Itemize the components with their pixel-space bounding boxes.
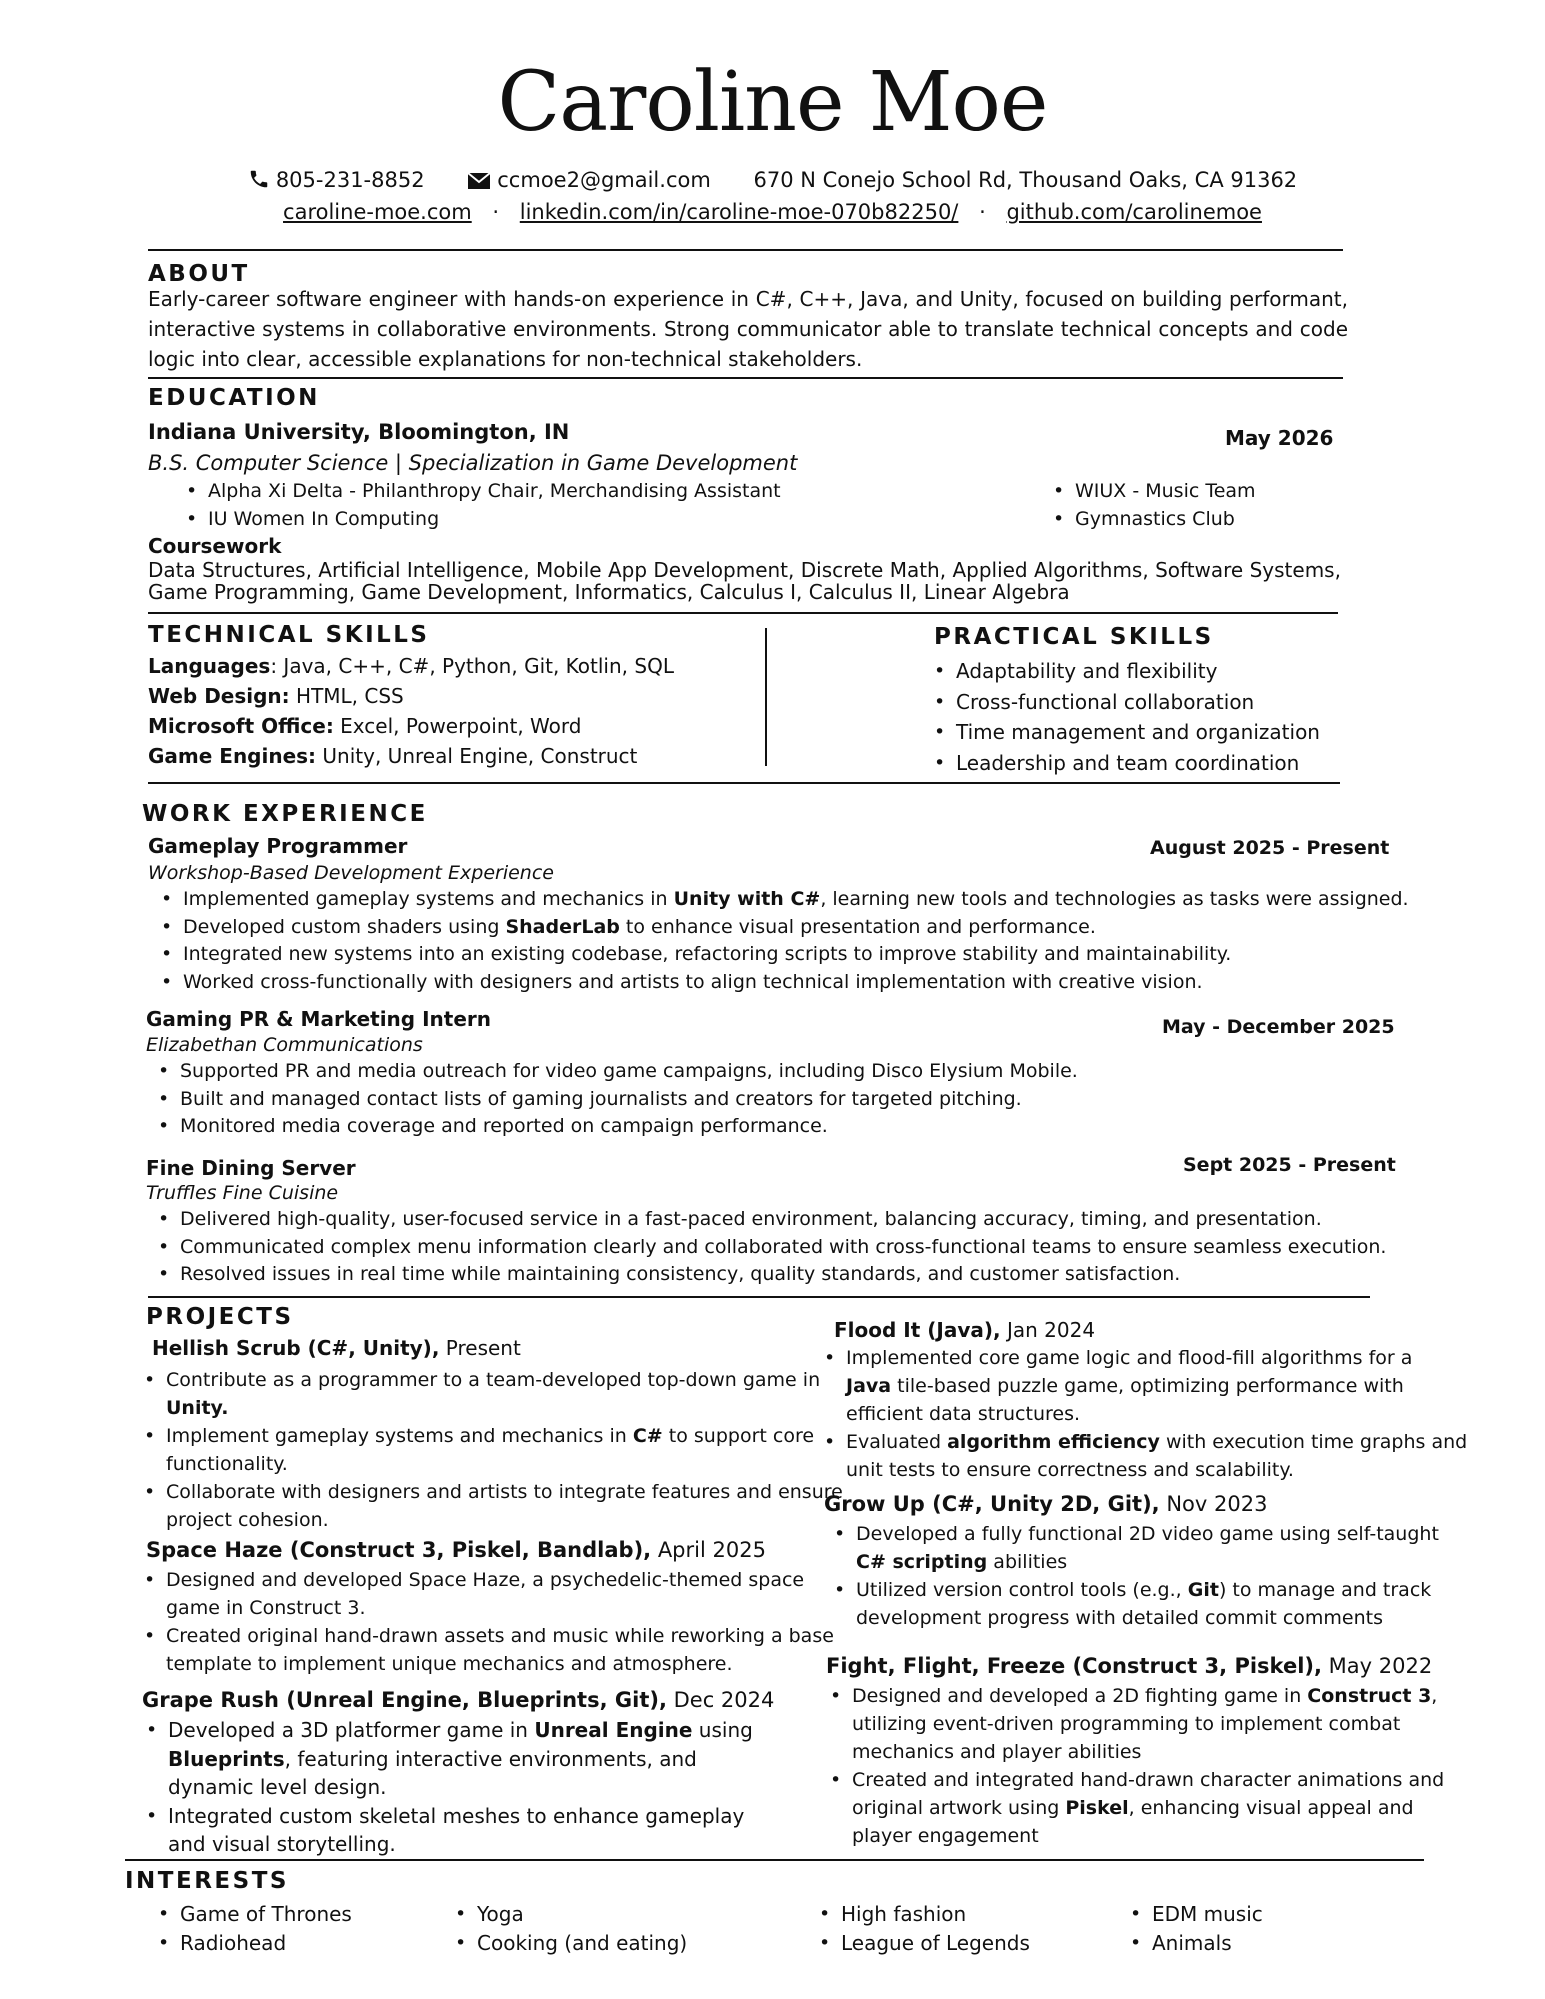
divider bbox=[148, 249, 1343, 251]
project-title: Flood It (Java), Jan 2024 bbox=[834, 1318, 1096, 1342]
education-date: May 2026 bbox=[1225, 426, 1334, 450]
list-item: • Adaptability and flexibility bbox=[928, 656, 1348, 687]
list-item: • Developed a 3D platformer game in Unreal Engine using Blueprints, featuring interactive environments, and dynamic level design. bbox=[140, 1716, 820, 1802]
project-bullets bbox=[140, 1716, 820, 1859]
degree: B.S. Computer Science | Specialization in Game Development bbox=[148, 451, 798, 475]
list-item: • Communicated complex menu information clearly and collaborated with cross-functional teams to ensure seamless execution. bbox=[152, 1234, 1392, 1262]
job-org: Workshop-Based Development Experience bbox=[148, 862, 554, 884]
about-title: ABOUT bbox=[148, 261, 250, 287]
list-item: • League of Legends bbox=[813, 1929, 1113, 1958]
divider bbox=[148, 1296, 1370, 1298]
job-date: May - December 2025 bbox=[1162, 1016, 1395, 1038]
skill-value: Unity, Unreal Engine, Construct bbox=[316, 744, 638, 768]
project-bullets bbox=[138, 1566, 834, 1678]
coursework-line: Data Structures, Artificial Intelligence, Mobile App Development, Discrete Math, Applied Algorithms, Software Systems, bbox=[148, 558, 1341, 582]
list-item: • Created original hand-drawn assets and music while reworking a base template to implement unique mechanics and atmosphere. bbox=[138, 1622, 818, 1678]
column-divider bbox=[765, 628, 767, 766]
list-item: • Designed and developed a 2D fighting game in Construct 3, utilizing event-driven programming to implement combat mechanics and player abilities bbox=[824, 1682, 1444, 1766]
job-date: Sept 2025 - Present bbox=[1183, 1154, 1396, 1176]
interests-title: INTERESTS bbox=[125, 1868, 289, 1894]
technical-skills-title: TECHNICAL SKILLS bbox=[148, 622, 430, 648]
list-item: • Monitored media coverage and reported on campaign performance. bbox=[152, 1113, 1382, 1141]
list-item: • Designed and developed Space Haze, a psychedelic-themed space game in Construct 3. bbox=[138, 1566, 818, 1622]
divider bbox=[148, 782, 1340, 784]
list-item: • Created and integrated hand-drawn character animations and original artwork using Piskel, enhancing visual appeal and player engagement bbox=[824, 1766, 1444, 1850]
interests-col bbox=[449, 1900, 749, 1958]
activities-right bbox=[1047, 478, 1327, 533]
technical-skills-list bbox=[148, 651, 748, 771]
list-item: • Implement gameplay systems and mechanics in C# to support core functionality. bbox=[138, 1422, 818, 1478]
list-item: • Resolved issues in real time while maintaining consistency, quality standards, and customer satisfaction. bbox=[152, 1261, 1392, 1289]
skill-label: Game Engines: bbox=[148, 744, 317, 768]
links-line bbox=[0, 200, 1545, 224]
list-item: • Developed a fully functional 2D video game using self-taught C# scripting abilities bbox=[828, 1520, 1448, 1576]
email-item[interactable] bbox=[467, 168, 717, 192]
skill-row: Languages: Java, C++, C#, Python, Git, Kotlin, SQL bbox=[148, 654, 674, 678]
job-role: Gaming PR & Marketing Intern bbox=[146, 1007, 491, 1031]
skill-label: Languages bbox=[148, 654, 271, 678]
practical-skills-title: PRACTICAL SKILLS bbox=[934, 624, 1214, 650]
phone-item bbox=[248, 168, 431, 192]
project-bullets bbox=[818, 1344, 1468, 1484]
project-title: Space Haze (Construct 3, Piskel, Bandlab), April 2025 bbox=[146, 1538, 766, 1562]
list-item: • Gymnastics Club bbox=[1047, 506, 1327, 534]
project-bullets bbox=[828, 1520, 1448, 1632]
divider bbox=[125, 1859, 1424, 1861]
contact-line bbox=[0, 168, 1545, 192]
list-item: • Collaborate with designers and artists to integrate features and ensure project cohesion. bbox=[138, 1478, 818, 1534]
interests-col bbox=[152, 1900, 432, 1958]
school-name: Indiana University, Bloomington, IN bbox=[148, 420, 570, 444]
practical-skills-list bbox=[928, 656, 1348, 778]
separator: · bbox=[492, 200, 500, 224]
coursework-line: Game Programming, Game Development, Informatics, Calculus I, Calculus II, Linear Algebra bbox=[148, 580, 1070, 604]
about-text: Early-career software engineer with hands-on experience in C#, C++, Java, and Unity, focused on building performant, interactive systems in collaborative environments. Strong communicator able to translate technical concepts and code logic into clear, accessible explanations for non-technical stakeholders. bbox=[148, 287, 1348, 371]
job-bullets bbox=[152, 1206, 1392, 1289]
skill-label: Web Design: bbox=[148, 684, 290, 708]
phone-number: 805-231-8852 bbox=[275, 168, 425, 192]
list-item: • Integrated custom skeletal meshes to enhance gameplay and visual storytelling. bbox=[140, 1802, 820, 1859]
list-item: • EDM music bbox=[1124, 1900, 1384, 1929]
list-item: • Implemented gameplay systems and mechanics in Unity with C#, learning new tools and technologies as tasks were assigned. bbox=[155, 886, 1385, 914]
list-item: • IU Women In Computing bbox=[180, 506, 860, 534]
list-item: • Time management and organization bbox=[928, 717, 1348, 748]
project-title: Fight, Flight, Freeze (Construct 3, Piskel), May 2022 bbox=[826, 1654, 1433, 1678]
list-item: • Cross-functional collaboration bbox=[928, 687, 1348, 718]
list-item: • Cooking (and eating) bbox=[449, 1929, 749, 1958]
project-bullets bbox=[138, 1366, 843, 1534]
phone-icon bbox=[248, 168, 270, 190]
list-item: • Yoga bbox=[449, 1900, 749, 1929]
list-item: • Utilized version control tools (e.g., Git) to manage and track development progress with detailed commit comments bbox=[828, 1576, 1448, 1632]
list-item: • Leadership and team coordination bbox=[928, 748, 1348, 779]
list-item: • High fashion bbox=[813, 1900, 1113, 1929]
project-title: Grape Rush (Unreal Engine, Blueprints, Git), Dec 2024 bbox=[142, 1688, 775, 1712]
list-item: • Integrated new systems into an existing codebase, refactoring scripts to improve stability and maintainability. bbox=[155, 941, 1385, 969]
job-bullets bbox=[155, 886, 1409, 996]
separator: · bbox=[979, 200, 986, 224]
job-role: Gameplay Programmer bbox=[148, 834, 408, 858]
list-item: • Radiohead bbox=[152, 1929, 432, 1958]
interests-col bbox=[813, 1900, 1113, 1958]
skill-row bbox=[148, 711, 748, 741]
coursework-title: Coursework bbox=[148, 534, 282, 558]
divider bbox=[148, 377, 1343, 379]
list-item: • Supported PR and media outreach for video game campaigns, including Disco Elysium Mobile. bbox=[152, 1058, 1382, 1086]
mail-icon bbox=[467, 172, 491, 190]
work-title: WORK EXPERIENCE bbox=[142, 801, 428, 827]
list-item: • Contribute as a programmer to a team-developed top-down game in Unity. bbox=[138, 1366, 818, 1422]
list-item: • Delivered high-quality, user-focused service in a fast-paced environment, balancing accuracy, timing, and presentation. bbox=[152, 1206, 1392, 1234]
interests-col bbox=[1124, 1900, 1384, 1958]
education-title: EDUCATION bbox=[148, 385, 320, 411]
divider bbox=[148, 612, 1338, 614]
skill-value: HTML, CSS bbox=[289, 684, 404, 708]
job-role: Fine Dining Server bbox=[146, 1156, 356, 1180]
list-item: • Worked cross-functionally with designers and artists to align technical implementation with creative vision. bbox=[155, 969, 1385, 997]
list-item: • Alpha Xi Delta - Philanthropy Chair, Merchandising Assistant bbox=[180, 478, 860, 506]
project-title: Hellish Scrub (C#, Unity), Present bbox=[152, 1336, 521, 1360]
list-item: • Developed custom shaders using ShaderLab to enhance visual presentation and performance. bbox=[155, 914, 1385, 942]
resume-name: Caroline Moe bbox=[497, 55, 1048, 150]
skill-label: Microsoft Office: bbox=[148, 714, 334, 738]
github-link[interactable]: github.com/carolinemoe bbox=[1006, 200, 1262, 224]
skill-value: Java, C++, C#, Python, Git, Kotlin, SQL bbox=[277, 654, 674, 678]
address: 670 N Conejo School Rd, Thousand Oaks, CA 91362 bbox=[753, 168, 1298, 192]
activities-left bbox=[180, 478, 860, 533]
job-bullets bbox=[152, 1058, 1382, 1141]
list-item: • WIUX - Music Team bbox=[1047, 478, 1327, 506]
list-item: • Evaluated algorithm efficiency with execution time graphs and unit tests to ensure correctness and scalability. bbox=[818, 1428, 1438, 1484]
skill-value: Excel, Powerpoint, Word bbox=[333, 714, 582, 738]
job-org: Truffles Fine Cuisine bbox=[146, 1182, 339, 1204]
skill-row bbox=[148, 741, 748, 771]
list-item: • Implemented core game logic and flood-fill algorithms for a Java tile-based puzzle game, optimizing performance with efficient data structures. bbox=[818, 1344, 1438, 1428]
project-title: Grow Up (C#, Unity 2D, Git), Nov 2023 bbox=[824, 1492, 1268, 1516]
job-date: August 2025 - Present bbox=[1150, 837, 1390, 859]
linkedin-link[interactable]: linkedin.com/in/caroline-moe-070b82250/ bbox=[519, 200, 959, 224]
projects-title: PROJECTS bbox=[146, 1304, 294, 1330]
website-link[interactable]: caroline-moe.com bbox=[283, 200, 472, 224]
list-item: • Game of Thrones bbox=[152, 1900, 432, 1929]
list-item: • Built and managed contact lists of gaming journalists and creators for targeted pitching. bbox=[152, 1086, 1382, 1114]
list-item: • Animals bbox=[1124, 1929, 1384, 1958]
project-bullets bbox=[824, 1682, 1444, 1850]
skill-row bbox=[148, 681, 748, 711]
email-address[interactable]: ccmoe2@gmail.com bbox=[497, 168, 711, 192]
job-org: Elizabethan Communications bbox=[146, 1034, 423, 1056]
